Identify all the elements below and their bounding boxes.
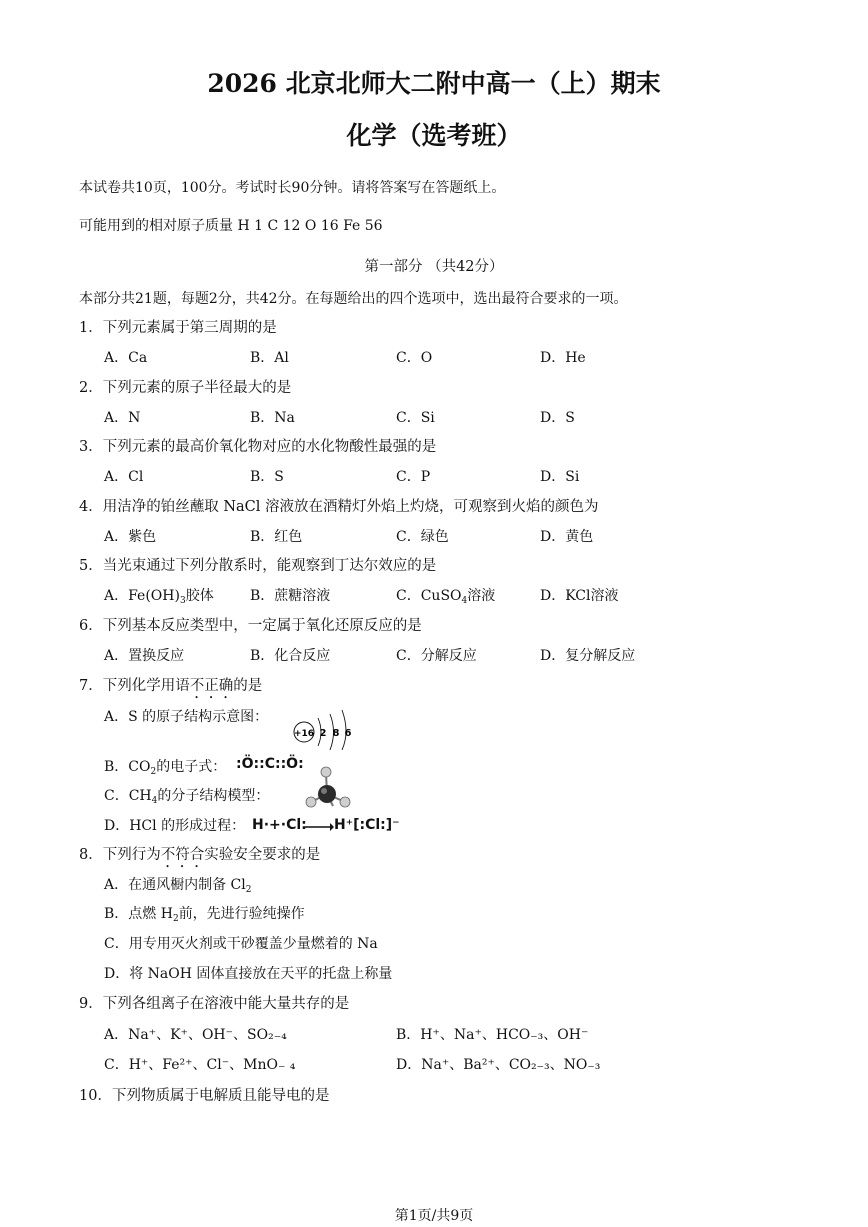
q5-option-c-post: 溶液 [467, 588, 496, 604]
q9-stem: 9．下列各组离子在溶液中能大量共存的是 [79, 996, 350, 1012]
q8-option-a-pre: A．在通风橱内制备 Cl [104, 877, 246, 893]
shell-3-electrons: 6 [344, 728, 352, 739]
q8-stem [79, 845, 320, 871]
q7-option-c-sub: 4 [151, 796, 158, 806]
q7-option-b-pre: B．CO [104, 759, 151, 775]
hydrogen-atom [306, 797, 316, 807]
q1-option-a: A．Ca [104, 350, 148, 366]
q8-option-b [104, 904, 305, 929]
q5-option-b: B．蔗糖溶液 [250, 588, 331, 604]
q2-option-a: A．N [104, 410, 141, 426]
q7-option-c-pre: C．CH [104, 788, 152, 804]
q7-stem-pre: 7．下列化学用语 [79, 678, 190, 694]
q5-option-a-post: 胶体 [185, 588, 214, 604]
q9-option-b: B．H⁺、Na⁺、HCO₋₃、OH⁻ [396, 1027, 589, 1043]
q2-option-c: C．Si [396, 410, 435, 426]
q7-option-b-post: 的电子式： [156, 759, 227, 775]
q9-option-d: D．Na⁺、Ba²⁺、CO₂₋₃、NO₋₃ [396, 1057, 601, 1073]
q1-option-c: C．O [396, 350, 433, 366]
q7-stem-post: 的是 [233, 678, 263, 694]
q7-option-d: D．HCl 的形成过程： [104, 818, 246, 834]
hcl-formation-left: H·+·Cl: [252, 817, 307, 833]
q4-stem: 4．用洁净的铂丝蘸取 NaCl 溶液放在酒精灯外焰上灼烧，可观察到火焰的颜色为 [79, 499, 599, 515]
q1-stem: 1．下列元素属于第三周期的是 [79, 320, 277, 336]
shell-2-electrons: 8 [332, 728, 340, 739]
sulfur-atom-diagram [290, 706, 360, 750]
q4-option-d: D．黄色 [540, 529, 594, 545]
q8-option-d: D．将 NaOH 固体直接放在天平的托盘上称量 [104, 966, 393, 982]
hcl-formation-right: H⁺[:Cl:]⁻ [334, 817, 400, 833]
q3-option-c: C．P [396, 469, 431, 485]
q10-stem: 10．下列物质属于电解质且能导电的是 [79, 1088, 330, 1104]
q8-option-c: C．用专用灭火剂或干砂覆盖少量燃着的 Na [104, 936, 378, 952]
hydrogen-atom [340, 797, 350, 807]
section-instruction: 本部分共21题，每题2分，共42分。在每题给出的四个选项中，选出最符合要求的一项。 [79, 291, 628, 307]
q5-option-a-sub: 3 [179, 596, 186, 606]
q5-option-a [104, 586, 214, 611]
q8-stem-pre: 8．下列行为 [79, 847, 161, 863]
q2-option-b: B．Na [250, 410, 295, 426]
q4-option-a: A．紫色 [104, 529, 157, 545]
nucleus-charge: +16 [293, 729, 315, 739]
q3-option-a: A．Cl [104, 469, 144, 485]
q3-stem: 3．下列元素的最高价氧化物对应的水化物酸性最强的是 [79, 439, 437, 455]
q7-option-c [104, 786, 269, 811]
carbon-highlight [321, 788, 327, 794]
q8-stem-post: 实验安全要求的是 [204, 847, 321, 863]
q6-option-c: C．分解反应 [396, 648, 477, 664]
ch4-ball-model [305, 764, 355, 812]
q5-option-c-sub: 4 [461, 596, 468, 606]
q9-option-a: A．Na⁺、K⁺、OH⁻、SO₂₋₄ [104, 1027, 287, 1043]
q1-option-d: D．He [540, 350, 586, 366]
co2-electron-formula: :Ö::C::Ö: [236, 756, 304, 772]
q5-stem: 5．当光束通过下列分散系时，能观察到丁达尔效应的是 [79, 558, 437, 574]
q6-option-b: B．化合反应 [250, 648, 331, 664]
q5-option-c-pre: C．CuSO [396, 588, 462, 604]
section-title: 第一部分 （共42分） [364, 259, 504, 275]
shell-1-electrons: 2 [319, 728, 327, 739]
q8-option-b-pre: B．点燃 H [104, 906, 173, 922]
exam-title: 2026 北京北师大二附中高一（上）期末 [207, 69, 661, 98]
exam-subtitle: 化学（选考班） [346, 121, 522, 150]
q8-option-a-sub: 2 [245, 885, 252, 895]
intro-line-2: 可能用到的相对原子质量 H 1 C 12 O 16 Fe 56 [79, 218, 383, 234]
q7-option-b-sub: 2 [150, 767, 157, 777]
q5-option-c [396, 586, 495, 611]
q6-option-d: D．复分解反应 [540, 648, 636, 664]
q3-option-d: D．Si [540, 469, 580, 485]
q2-stem: 2．下列元素的原子半径最大的是 [79, 380, 292, 396]
q8-option-b-post: 前，先进行验纯操作 [178, 906, 305, 922]
carbon-atom [318, 785, 336, 803]
q1-option-b: B．Al [250, 350, 289, 366]
q7-stem-emphasis: 不正确 [189, 678, 234, 694]
q8-stem-emphasis: 不符合 [160, 847, 205, 863]
q6-option-a: A．置换反应 [104, 648, 185, 664]
q8-option-b-sub: 2 [172, 914, 179, 924]
hydrogen-atom [321, 767, 331, 777]
q8-option-a [104, 875, 251, 900]
q6-stem: 6．下列基本反应类型中，一定属于氧化还原反应的是 [79, 618, 422, 634]
reaction-arrow [304, 818, 334, 834]
q7-stem [79, 676, 262, 702]
q7-option-c-post: 的分子结构模型： [157, 788, 270, 804]
q7-option-a: A．S 的原子结构示意图： [104, 709, 269, 725]
q2-option-d: D．S [540, 410, 575, 426]
q9-option-c: C．H⁺、Fe²⁺、Cl⁻、MnO₋ ₄ [104, 1057, 296, 1073]
q4-option-b: B．红色 [250, 529, 303, 545]
intro-line-1: 本试卷共10页，100分。考试时长90分钟。请将答案写在答题纸上。 [79, 180, 506, 196]
q3-option-b: B．S [250, 469, 284, 485]
q5-option-a-pre: A．Fe(OH) [104, 588, 180, 604]
q7-option-b [104, 757, 226, 782]
page-footer: 第1页/共9页 [394, 1208, 474, 1224]
q4-option-c: C．绿色 [396, 529, 449, 545]
q5-option-d: D．KCl溶液 [540, 588, 619, 604]
